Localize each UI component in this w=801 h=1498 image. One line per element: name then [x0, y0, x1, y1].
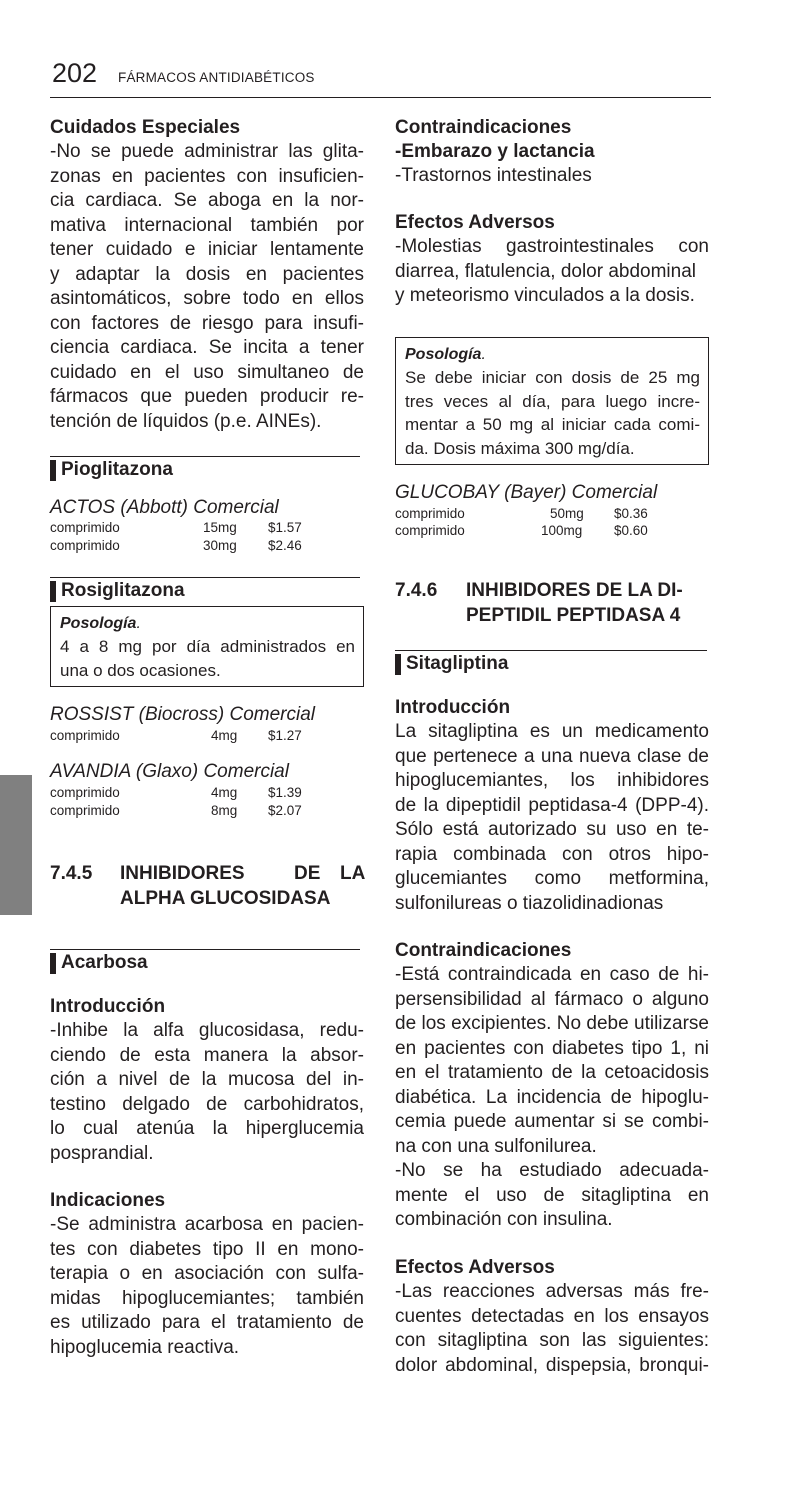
brand-name: ROSSIST (Biocross) Comercial	[50, 704, 315, 725]
contraindication-item: -Embarazo y lactancia	[395, 141, 595, 162]
text-line: fármacos que pueden producir re-	[50, 386, 364, 407]
drug-heading-rosiglitazona	[50, 577, 360, 602]
text-line: -No se puede administrar las glita-	[50, 141, 364, 162]
cuidados-especiales-section	[50, 116, 364, 434]
text-line: -Las reacciones adversas más fre-	[395, 1281, 709, 1302]
paragraph	[50, 1019, 364, 1166]
drug-heading-sitagliptina	[395, 650, 707, 675]
text-line: asintomáticos, sobre todo en ellos	[50, 288, 364, 309]
subsection-heading: Efectos Adversos	[395, 1257, 555, 1278]
contraindicaciones-section	[395, 116, 709, 189]
sitagliptina-intro	[395, 696, 709, 916]
text-line: es utilizado para el tratamiento de	[50, 1312, 364, 1333]
text-line: cemia puede aumentar si se combi-	[395, 1111, 709, 1132]
text-line: Sólo está autorizado su uso en te-	[395, 819, 709, 840]
text-line: da. Dosis máxima 300 mg/día.	[405, 438, 635, 458]
text-line: dolor abdominal, dispepsia, bronqui-	[395, 1354, 709, 1376]
text-line: cuidado en el uso simultaneo de	[50, 361, 364, 383]
drug-heading-acarbosa	[50, 949, 360, 974]
text-line: tener cuidado e iniciar lentamente	[50, 239, 364, 260]
drug-name: Pioglitazona	[61, 459, 173, 480]
form: comprimido	[50, 538, 120, 553]
text-line: sulfonilureas o tiazolidinadionas	[395, 892, 664, 914]
dose: 100mg	[541, 523, 583, 538]
dose: 50mg	[550, 506, 584, 521]
section-title-word: DE	[294, 863, 321, 884]
form: comprimido	[50, 785, 120, 800]
form: comprimido	[395, 506, 465, 521]
price: $1.39	[268, 785, 302, 800]
text-line: y meteorismo vinculados a la dosis.	[395, 285, 695, 306]
text-line: ciendo de esta manera la absor-	[50, 1044, 364, 1066]
section-title-word: LA	[340, 863, 366, 884]
brand-name: GLUCOBAY (Bayer) Comercial	[395, 482, 658, 503]
page-number: 202	[52, 58, 98, 88]
text-line: -Está contraindicada en caso de hi-	[395, 964, 709, 985]
text-line: mativa internacional también por	[50, 214, 364, 236]
text-line: y adaptar la dosis en pacientes	[50, 263, 364, 285]
price: $1.57	[268, 520, 302, 535]
text-line: persensibilidad al fármaco o alguno	[395, 988, 709, 1010]
subsection-heading: Introducción	[50, 996, 166, 1017]
drug-name: Acarbosa	[61, 952, 148, 973]
text-line: rapia combinada con otros hipo-	[395, 843, 709, 865]
header-rule	[50, 97, 711, 98]
price: $0.60	[614, 523, 648, 538]
text-line: una o dos ocasiones.	[60, 660, 221, 680]
sitagliptina-contraindicaciones	[395, 939, 709, 1233]
text-line: posprandial.	[50, 1142, 154, 1164]
paragraph	[395, 1280, 709, 1378]
posologia-box: Posología. 4 a 8 mg por día administrados en una o dos ocasiones.	[50, 606, 364, 687]
section-title-line: INHIBIDORES DE LA DI-	[466, 580, 683, 601]
section-title-line: ALPHA GLUCOSIDASA	[120, 888, 331, 909]
text-line: lo cual atenúa la hiperglucemia	[50, 1118, 364, 1139]
text-line: -Inhibe la alfa glucosidasa, redu-	[50, 1020, 364, 1041]
price: $1.27	[268, 728, 302, 743]
heading-bar	[50, 953, 56, 974]
text-line: tes con diabetes tipo II en mono-	[50, 1238, 364, 1260]
posologia-box: Posología. Se debe iniciar con dosis de 25 mg tres veces al día, para luego incre- mentar a 50 mg al iniciar cada comi- da. Dosis máxima 300 mg/día.	[395, 337, 709, 465]
section-heading: Contraindicaciones	[395, 117, 572, 138]
acarbosa-indicaciones	[50, 1189, 364, 1360]
text-line: diabética. La incidencia de hipoglu-	[395, 1086, 709, 1108]
text-line: midas hipoglucemiantes; también	[50, 1287, 364, 1309]
subsection-heading: Introducción	[395, 697, 511, 718]
dose: 4mg	[211, 785, 238, 800]
text-line: en pacientes con diabetes tipo 1, ni	[395, 1037, 709, 1059]
heading-bar	[50, 581, 56, 602]
sitagliptina-efectos	[395, 1256, 709, 1378]
text-line: -No se ha estudiado adecuada-	[395, 1160, 709, 1181]
paragraph	[395, 720, 709, 916]
text-line: tres veces al día, para luego incre-	[405, 391, 700, 411]
dose: 30mg	[203, 538, 237, 553]
heading-bar	[395, 654, 401, 675]
text-line: de los excipientes. No debe utilizarse	[395, 1013, 709, 1034]
efectos-adversos-section	[395, 211, 709, 309]
text-line: mentar a 50 mg al iniciar cada comi-	[405, 415, 700, 434]
text-line: cuentes detectadas en los ensayos	[395, 1305, 709, 1327]
text-line: terapia o en asociación con sulfa-	[50, 1263, 364, 1284]
brand-name: AVANDIA (Glaxo) Comercial	[50, 761, 289, 782]
acarbosa-intro	[50, 995, 364, 1166]
text-line: ciencia cardiaca. Se incita a tener	[50, 337, 364, 358]
form: comprimido	[50, 803, 120, 818]
price: $2.46	[268, 538, 302, 553]
text-line: de la dipeptidil peptidasa-4 (DPP-4).	[395, 794, 709, 816]
text-line: zonas en pacientes con insuficien-	[50, 165, 364, 187]
form: comprimido	[50, 728, 120, 743]
text-line: na con una sulfonilurea.	[395, 1135, 597, 1157]
form: comprimido	[395, 523, 465, 538]
posologia-title: Posología	[405, 346, 482, 363]
section-number: 7.4.5	[50, 863, 93, 884]
text-line: Se debe iniciar con dosis de 25 mg	[405, 368, 700, 387]
drug-name: Rosiglitazona	[61, 580, 185, 601]
text-line: con sitagliptina son las siguientes:	[395, 1330, 709, 1351]
section-heading: Cuidados Especiales	[50, 117, 241, 138]
text-line: cia cardiaca. Se aboga en la nor-	[50, 190, 364, 211]
text-line: mente el uso de sitagliptina en	[395, 1184, 709, 1206]
paragraph	[50, 140, 364, 434]
section-heading-7-4-6	[395, 578, 711, 628]
subsection-heading: Indicaciones	[50, 1190, 166, 1211]
section-heading: Efectos Adversos	[395, 212, 555, 233]
brand-name: ACTOS (Abbott) Comercial	[50, 497, 279, 518]
drug-heading-pioglitazona	[50, 456, 360, 481]
text-line: diarrea, flatulencia, dolor abdominal	[395, 260, 697, 282]
chapter-thumb-tab	[0, 775, 32, 915]
text-line: ción a nivel de la mucosa del in-	[50, 1069, 364, 1090]
text-line: -Molestias gastrointestinales con	[395, 236, 709, 257]
running-title: FÁRMACOS ANTIDIABÉTICOS	[118, 70, 315, 85]
section-title-line: PEPTIDIL PEPTIDASA 4	[466, 605, 681, 626]
price: $2.07	[268, 803, 302, 818]
text-line: La sitagliptina es un medicamento	[395, 721, 709, 742]
text-line: con factores de riesgo para insufi-	[50, 312, 364, 334]
text-line: hipoglucemiantes, los inhibidores	[395, 770, 709, 791]
paragraph	[395, 235, 709, 309]
paragraph	[50, 1213, 364, 1360]
text-line: que pertenece a una nueva clase de	[395, 745, 709, 767]
section-number: 7.4.6	[395, 580, 438, 601]
drug-name: Sitagliptina	[406, 653, 509, 674]
form: comprimido	[50, 520, 120, 535]
text-line: testino delgado de carbohidratos,	[50, 1093, 364, 1115]
text-line: glucemiantes como metformina,	[395, 868, 709, 889]
text-line: 4 a 8 mg por día administrados en	[60, 637, 355, 656]
text-line: hipoglucemia reactiva.	[50, 1336, 240, 1358]
text-line: tención de líquidos (p.e. AINEs).	[50, 410, 322, 432]
section-title-word: INHIBIDORES	[120, 863, 245, 884]
dose: 4mg	[211, 728, 238, 743]
heading-bar	[50, 460, 56, 481]
price: $0.36	[614, 506, 648, 521]
text-line: combinación con insulina.	[395, 1209, 613, 1230]
text-line: -Se administra acarbosa en pacien-	[50, 1214, 364, 1235]
paragraph	[395, 963, 709, 1233]
posologia-title: Posología	[60, 615, 137, 632]
subsection-heading: Contraindicaciones	[395, 940, 572, 961]
dose: 15mg	[203, 520, 237, 535]
contraindication-item: -Trastornos intestinales	[395, 165, 592, 186]
text-line: en el tratamiento de la cetoacidosis	[395, 1062, 709, 1083]
dose: 8mg	[211, 803, 238, 818]
section-heading-7-4-5	[50, 861, 364, 911]
